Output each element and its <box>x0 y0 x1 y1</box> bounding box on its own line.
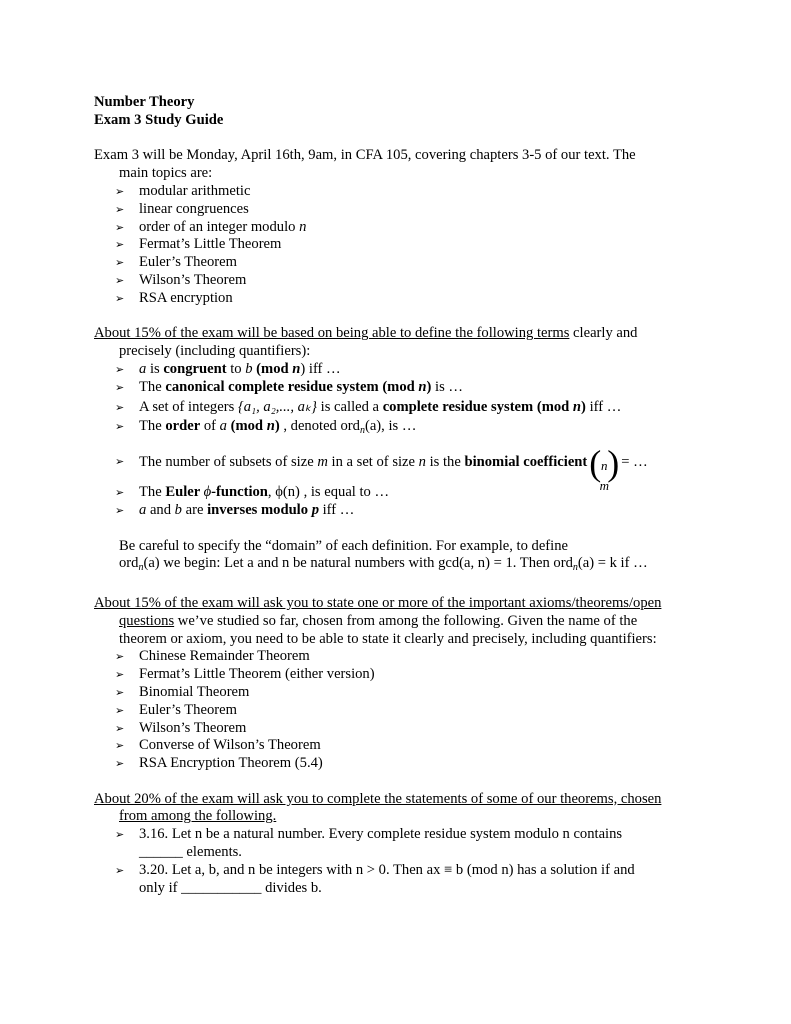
arrowhead-bullet-icon: ➢ <box>115 220 125 234</box>
arrowhead-bullet-icon: ➢ <box>115 400 125 414</box>
definitions-list <box>94 361 714 520</box>
list-item: ➢ a and b are inverses modulo p iff … <box>115 501 355 518</box>
list-item: ➢ Euler’s Theorem <box>115 254 237 271</box>
definitions-heading: About 15% of the exam will be based on being able to define the following terms clearly and <box>94 325 638 342</box>
page-title: Exam 3 Study Guide <box>94 111 224 128</box>
list-item: ➢ RSA encryption <box>115 289 233 306</box>
arrowhead-bullet-icon: ➢ <box>115 380 125 394</box>
arrowhead-bullet-icon: ➢ <box>115 703 125 717</box>
list-item: ➢ Binomial Theorem <box>115 683 250 700</box>
careful-note-line-1: Be careful to specify the “domain” of each definition. For example, to define <box>119 537 568 554</box>
list-item: ➢ Chinese Remainder Theorem <box>115 648 310 665</box>
list-item: ➢ Euler’s Theorem <box>115 701 237 718</box>
arrowhead-bullet-icon: ➢ <box>115 685 125 699</box>
list-item: ➢ linear congruences <box>115 200 249 217</box>
arrowhead-bullet-icon: ➢ <box>115 739 125 753</box>
list-item: ➢ order of an integer modulo n <box>115 218 307 235</box>
list-item: ➢ The number of subsets of size m in a set of size n is the binomial coefficient ( n m ) = … <box>115 440 714 484</box>
arrowhead-bullet-icon: ➢ <box>115 184 125 198</box>
definitions-heading-line-2: precisely (including quantifiers): <box>119 343 311 360</box>
theorems-list <box>94 648 714 773</box>
topics-list <box>94 183 714 308</box>
list-item: ➢ modular arithmetic <box>115 182 251 199</box>
arrowhead-bullet-icon: ➢ <box>115 273 125 287</box>
list-item: ➢ The Euler ϕ-function, ϕ(n) , is equal to … <box>115 484 390 501</box>
binomial-coefficient-symbol: ( n m ) <box>589 442 620 493</box>
arrowhead-bullet-icon: ➢ <box>115 362 125 376</box>
arrowhead-bullet-icon: ➢ <box>115 650 125 664</box>
theorems-heading-line-3: theorem or axiom, you need to be able to state it clearly and precisely, including quantifiers: <box>119 630 657 647</box>
arrowhead-bullet-icon: ➢ <box>115 256 125 270</box>
list-item: ➢ Fermat’s Little Theorem <box>115 236 282 253</box>
arrowhead-bullet-icon: ➢ <box>115 668 125 682</box>
list-item: ➢ Converse of Wilson’s Theorem <box>115 737 321 754</box>
arrowhead-bullet-icon: ➢ <box>115 291 125 305</box>
statements-heading: About 20% of the exam will ask you to complete the statements of some of our theorems, chosen <box>94 790 662 807</box>
arrowhead-bullet-icon: ➢ <box>115 863 125 877</box>
arrowhead-bullet-icon: ➢ <box>115 721 125 735</box>
intro-line-1: Exam 3 will be Monday, April 16th, 9am, in CFA 105, covering chapters 3-5 of our text. The <box>94 147 636 164</box>
theorems-heading-line-2: questions we’ve studied so far, chosen from among the following. Given the name of the <box>119 612 638 629</box>
intro-line-2: main topics are: <box>119 165 213 182</box>
list-item: ➢ Wilson’s Theorem <box>115 719 247 736</box>
list-item: ➢ The order of a (mod n) , denoted ord$_n$(a), is … <box>115 418 417 437</box>
arrowhead-bullet-icon: ➢ <box>115 503 125 517</box>
list-item: ➢ RSA Encryption Theorem (5.4) <box>115 755 323 772</box>
course-title: Number Theory <box>94 94 195 110</box>
statements-list <box>94 826 714 897</box>
arrowhead-bullet-icon: ➢ <box>115 486 125 500</box>
statements-heading-line-2: from among the following. <box>119 808 277 825</box>
arrowhead-bullet-icon: ➢ <box>115 828 125 842</box>
list-item: ➢ 3.16. Let n be a natural number. Every complete residue system modulo n contains ______ elements. <box>115 826 623 861</box>
arrowhead-bullet-icon: ➢ <box>115 202 125 216</box>
list-item: ➢ The canonical complete residue system (mod n) is … <box>115 378 464 395</box>
list-item: ➢ A set of integers {a₁, a₂,..., aₖ} is called a complete residue system (mod n) iff … <box>115 398 622 415</box>
study-guide-page <box>94 94 714 897</box>
list-item: ➢ Fermat’s Little Theorem (either version) <box>115 666 375 683</box>
arrowhead-bullet-icon: ➢ <box>115 238 125 252</box>
list-item: ➢ Wilson’s Theorem <box>115 271 247 288</box>
list-item: ➢ a is congruent to b (mod n) iff … <box>115 360 341 377</box>
arrowhead-bullet-icon: ➢ <box>115 420 125 434</box>
careful-note-line-2: ord$_n$(a) we begin: Let a and n be natural numbers with gcd(a, n) = 1. Then ord$_n$(a) = k if … <box>119 555 648 574</box>
arrowhead-bullet-icon: ➢ <box>115 757 125 771</box>
arrowhead-bullet-icon: ➢ <box>115 455 125 469</box>
list-item: ➢ 3.20. Let a, b, and n be integers with n > 0. Then ax ≡ b (mod n) has a solution if and only if ___________ divides b. <box>115 861 635 896</box>
theorems-heading: About 15% of the exam will ask you to state one or more of the important axioms/theorems/open <box>94 594 662 611</box>
